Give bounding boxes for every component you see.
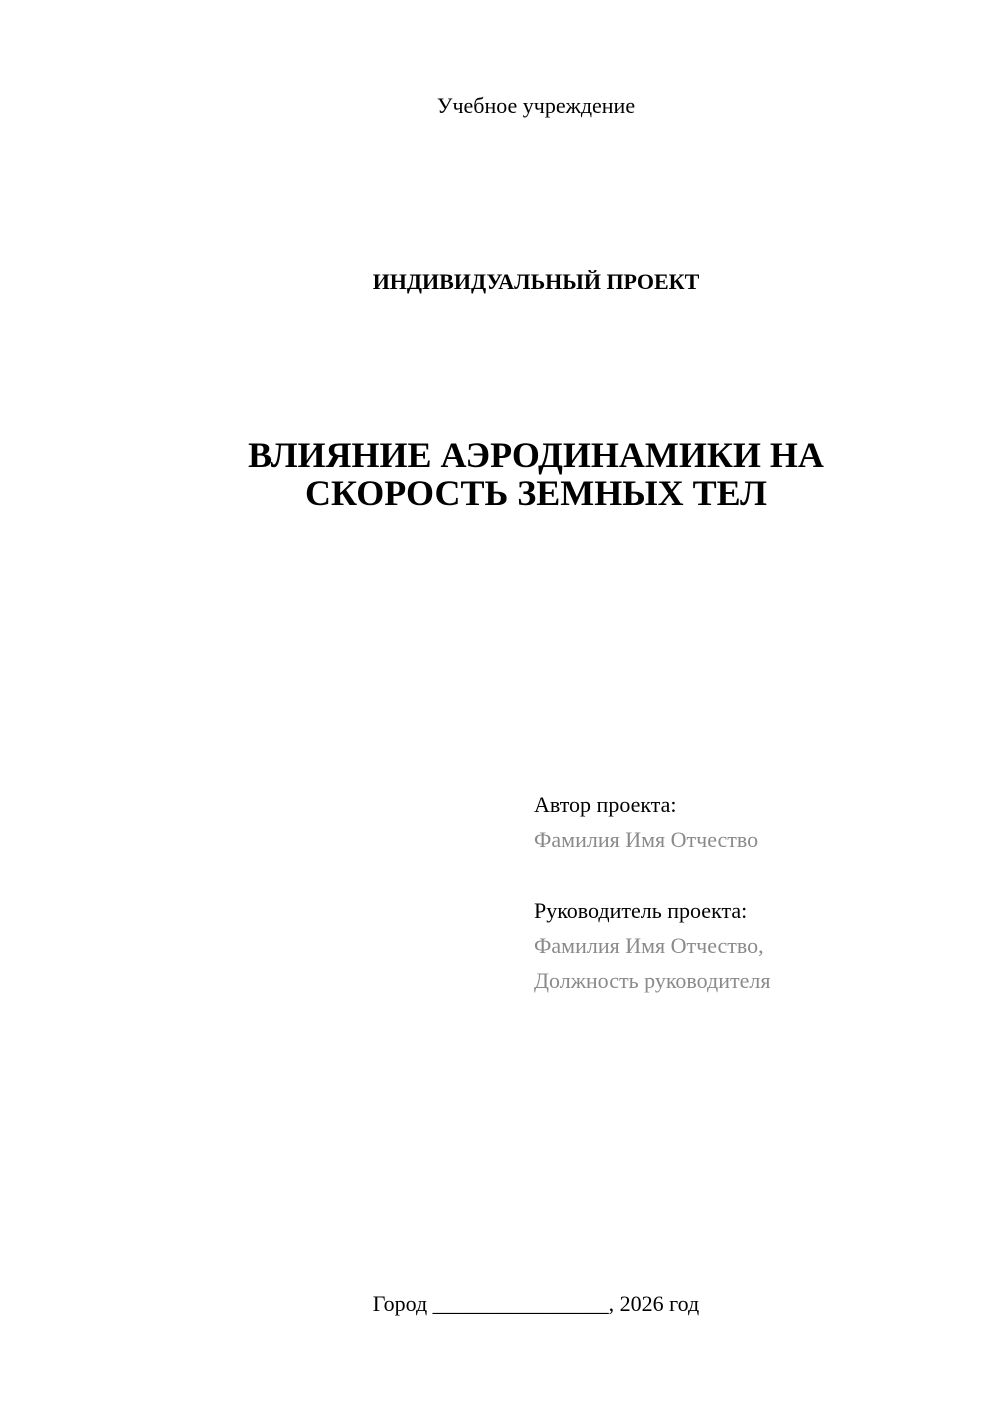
document-type: ИНДИВИДУАЛЬНЫЙ ПРОЕКТ bbox=[372, 269, 700, 294]
project-title-line-1: ВЛИЯНИЕ АЭРОДИНАМИКИ НА bbox=[248, 435, 824, 475]
project-title-line-2: СКОРОСТЬ ЗЕМНЫХ ТЕЛ bbox=[305, 473, 767, 513]
author-name: Фамилия Имя Отчество bbox=[534, 827, 759, 852]
author-label: Автор проекта: bbox=[534, 792, 677, 817]
author-block bbox=[534, 787, 758, 857]
project-title bbox=[0, 436, 1000, 512]
city-year-line: Город ________________, 2026 год bbox=[372, 1291, 700, 1316]
supervisor-label: Руководитель проекта: bbox=[534, 898, 748, 923]
supervisor-position: Должность руководителя bbox=[534, 968, 771, 993]
supervisor-block bbox=[534, 893, 770, 998]
supervisor-name: Фамилия Имя Отчество, bbox=[534, 933, 764, 958]
institution-name: Учебное учреждение bbox=[436, 93, 636, 118]
